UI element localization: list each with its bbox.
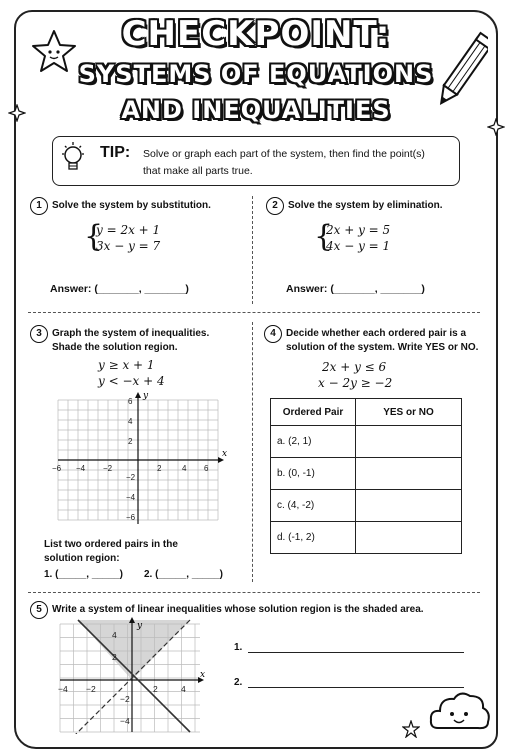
ordered-pairs-table [270,398,462,554]
divider [252,196,253,304]
question-number: 5 [30,601,48,619]
tick-label: −6 [52,464,62,473]
y-axis-label: y [137,621,143,631]
answer-cell[interactable] [356,458,462,490]
q2-equation-2: 4x − y = 1 [326,239,391,253]
q3-pair-2-blank[interactable]: 2. (_____, _____) [144,569,223,580]
table-cell: b. (0, -1) [271,458,356,490]
tick-label: −4 [126,493,136,502]
question-5-prompt: Write a system of linear inequalities whose solution region is the shaded area. [52,604,424,615]
lightbulb-icon [60,140,86,180]
divider [252,322,253,582]
answer-cell[interactable] [356,426,462,458]
table-row [271,522,462,554]
divider [28,592,480,593]
q5-blank-label-2: 2. [234,677,243,688]
q5-answer-line-2[interactable] [248,687,464,688]
q3-inequality-2: y < −x + 4 [98,374,165,388]
tick-label: 4 [181,684,186,694]
question-number: 2 [266,197,284,215]
question-3-prompt: Graph the system of inequalities. [52,328,210,339]
shaded-region [78,620,190,680]
tick-label: 6 [128,397,133,406]
tick-label: 2 [157,464,162,473]
table-row [271,426,462,458]
answer-cell[interactable] [356,522,462,554]
tick-label: 2 [153,684,158,694]
q5-shaded-graph [50,616,220,734]
tick-label: −2 [126,473,136,482]
brace: { [314,219,334,254]
tick-label: 4 [128,417,133,426]
tick-label: 6 [204,464,209,473]
tick-label: −6 [126,513,136,522]
question-1-prompt: Solve the system by substitution. [52,200,211,211]
q2-answer[interactable]: Answer: (_______, _______) [286,283,425,295]
tick-label: 2 [112,652,117,662]
x-axis-label: x [222,449,228,459]
q1-equation-2: 3x − y = 7 [96,239,161,253]
x-axis-label: x [200,670,206,680]
tick-label: −2 [103,464,113,473]
brace: { [84,219,104,254]
question-number: 4 [264,325,282,343]
q4-inequality-2: x − 2y ≥ −2 [318,376,393,390]
question-3-prompt: Shade the solution region. [52,342,178,353]
table-header: Ordered Pair [271,399,356,426]
q2-equation-1: 2x + y = 5 [326,223,391,237]
q3-pair-1-blank[interactable]: 1. (_____, _____) [44,569,123,580]
q3-list-prompt: solution region: [44,553,120,564]
tick-label: 4 [112,630,117,640]
q5-answer-line-1[interactable] [248,652,464,653]
tick-label: 4 [182,464,187,473]
table-header: YES or NO [356,399,462,426]
tick-label: −2 [86,684,96,694]
table-row [271,490,462,522]
q3-list-prompt: List two ordered pairs in the [44,539,178,550]
answer-cell[interactable] [356,490,462,522]
question-4-prompt: solution of the system. Write YES or NO. [286,342,479,353]
table-cell: c. (4, -2) [271,490,356,522]
star-doodle-icon [402,720,420,738]
q4-inequality-1: 2x + y ≤ 6 [322,360,387,374]
tick-label: −4 [76,464,86,473]
table-row [271,458,462,490]
question-2-prompt: Solve the system by elimination. [288,200,443,211]
y-axis-label: y [143,391,149,401]
tick-label: −4 [120,716,130,726]
title-line-3: AND INEQUALITIES [121,96,391,124]
q3-inequality-1: y ≥ x + 1 [98,358,155,372]
tick-label: 2 [128,437,133,446]
table-cell: d. (-1, 2) [271,522,356,554]
cloud-mascot-icon [428,686,492,736]
question-number: 1 [30,197,48,215]
divider [28,312,480,313]
q5-blank-label-1: 1. [234,642,243,653]
q1-equation-1: y = 2x + 1 [96,223,161,237]
tip-label: TIP: [100,144,131,161]
question-number: 3 [30,325,48,343]
title-line-2: SYSTEMS OF EQUATIONS [78,60,434,88]
tip-text: Solve or graph each part of the system, then find the point(s) that make all parts true. [143,148,425,177]
table-cell: a. (2, 1) [271,426,356,458]
question-4-prompt: Decide whether each ordered pair is a [286,328,467,339]
q1-answer[interactable]: Answer: (_______, _______) [50,283,189,295]
title-line-1: CHECKPOINT: [121,14,391,54]
tick-label: −2 [120,694,130,704]
q3-coordinate-grid[interactable] [48,390,228,530]
tick-label: −4 [58,684,68,694]
